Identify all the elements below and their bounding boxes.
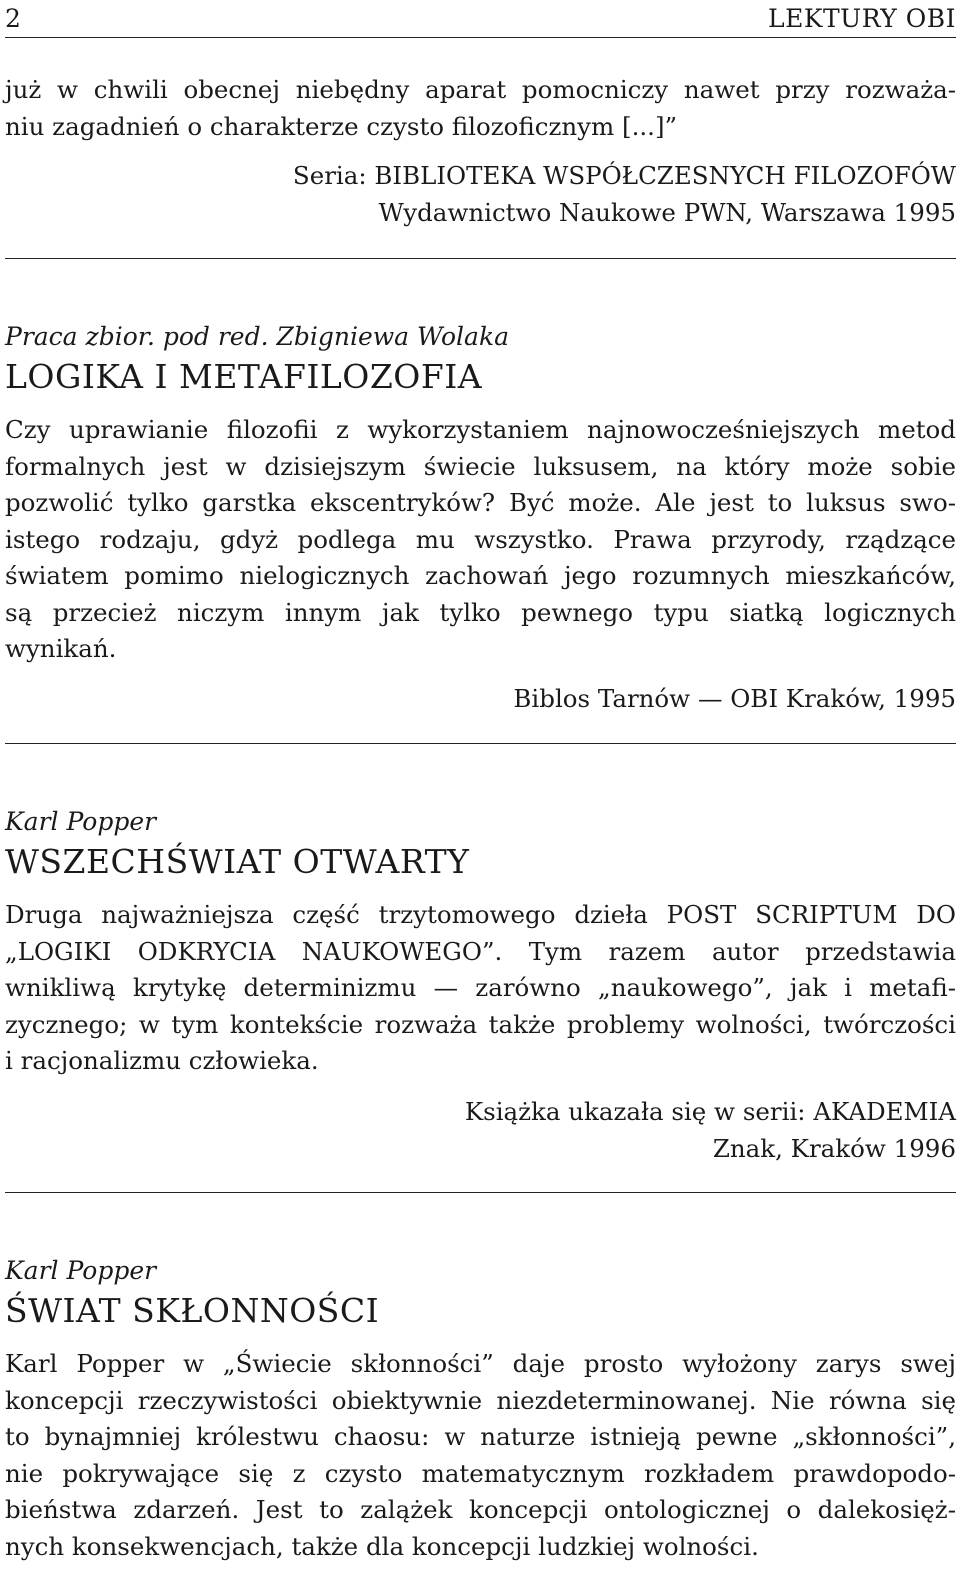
page-header [5,4,956,34]
description-line: nych konsekwencjach, także dla koncepcji ludzkiej wolności. [5,1531,759,1561]
entry-author: Karl Popper [5,807,157,836]
description-line: i racjonalizmu człowieka. [5,1046,319,1075]
description-line: wynikań. [5,634,117,663]
description-line: wnikliwą krytykę determinizmu — zarówno „naukowego”, jak i metafi- [5,973,956,1002]
description-line: pozwolić tylko garstka ekscentryków? Być może. Ale jest to luksus swo- [5,488,956,517]
entry-publication: Biblos Tarnów — OBI Kraków, 1995 [513,684,956,713]
entry-title: WSZECHŚWIAT OTWARTY [5,842,470,881]
entry-description [5,412,956,668]
description-line: formalnych jest w dzisiejszym świecie luksusem, na który może sobie [5,451,956,481]
section-divider [5,1192,956,1193]
intro-line: niu zagadnień o charakterze czysto filozoficznym [...]” [5,111,678,141]
intro-paragraph [5,72,956,145]
entry-publication: Znak, Kraków 1996 [712,1134,956,1163]
description-line: nie pokrywające się z czysto matematycznym rozkładem prawdopodo- [5,1458,956,1488]
description-line: koncepcji rzeczywistości obiektywnie niezdeterminowanej. Nie równa się [5,1385,956,1415]
entry-description [5,897,956,1080]
entry-title: ŚWIAT SKŁONNOŚCI [5,1291,380,1330]
description-line: to bynajmniej królestwu chaosu: w naturze istnieją pewne „skłonności”, [5,1422,956,1451]
description-line: Druga najważniejsza część trzytomowego dzieła POST SCRIPTUM DO [5,900,956,929]
intro-series: Seria: BIBLIOTEKA WSPÓŁCZESNYCH FILOZOFÓW [292,161,956,190]
section-divider [5,258,956,259]
intro-line: już w chwili obecnej niebędny aparat pomocniczy nawet przy rozważa- [5,75,956,104]
intro-publisher: Wydawnictwo Naukowe PWN, Warszawa 1995 [378,198,956,227]
entry-author: Karl Popper [5,1256,157,1285]
running-title: LEKTURY OBI [767,4,956,33]
section-divider [5,743,956,744]
description-line: zycznego; w tym kontekście rozważa także problemy wolności, twórczości [5,1009,956,1039]
entry-author: Praca zbior. pod red. Zbigniewa Wolaka [5,322,510,351]
description-line: bieństwa zdarzeń. Jest to zalążek koncepcji ontologicznej o dalekosięż- [5,1495,956,1524]
description-line: są przecież niczym innym jak tylko pewnego typu siatką logicznych [5,597,956,627]
page-number: 2 [5,4,21,33]
description-line: Czy uprawianie filozofii z wykorzystaniem najnowocześniejszych metod [5,415,956,444]
entry-publication: Książka ukazała się w serii: AKADEMIA [464,1097,956,1126]
header-rule [5,37,956,38]
description-line: światem pomimo nielogicznych zachowań jego rozumnych mieszkańców, [5,561,956,590]
description-line: istego rodzaju, gdyż podlega mu wszystko. Prawa przyrody, rządzące [5,524,956,554]
entry-title: LOGIKA I METAFILOZOFIA [5,357,483,396]
description-line: „LOGIKI ODKRYCIA NAUKOWEGO”. Tym razem autor przedstawia [5,936,956,966]
entry-description [5,1346,956,1565]
description-line: Karl Popper w „Świecie skłonności” daje prosto wyłożony zarys swej [5,1349,956,1378]
